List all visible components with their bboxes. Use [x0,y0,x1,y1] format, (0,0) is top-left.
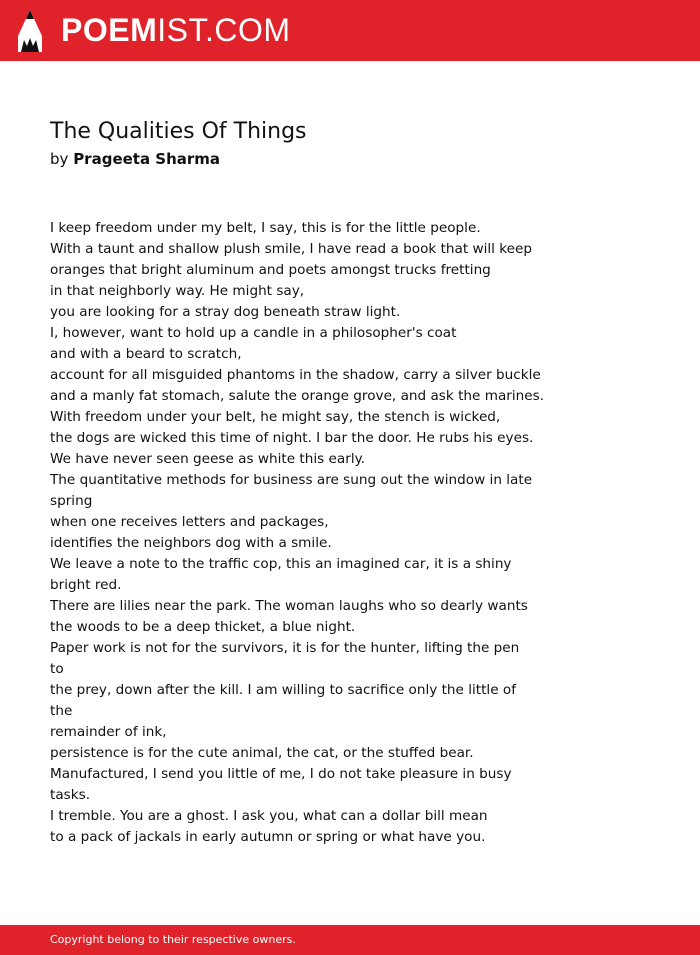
pencil-tip-logo-icon[interactable] [18,10,42,52]
site-logo-text[interactable] [61,12,291,48]
poem-line: We have never seen geese as white this early. [50,451,366,467]
poem-line: the dogs are wicked this time of night. I bar the door. He rubs his eyes. [50,430,534,446]
poem-body [50,218,550,848]
footer-bar [0,925,700,955]
poem-line: Paper work is not for the survivors, it is for the hunter, lifting the pen [50,640,520,656]
poem-line: Manufactured, I send you little of me, I do not take pleasure in busy [50,766,512,782]
poem-line: in that neighborly way. He might say, [50,283,305,299]
poem-line: With freedom under your belt, he might say, the stench is wicked, [50,409,501,425]
brand-bold-text: POEM [61,12,158,48]
poem-line: I tremble. You are a ghost. I ask you, what can a dollar bill mean [50,808,488,824]
poem-line: and with a beard to scratch, [50,346,242,362]
poem-line: spring [50,493,93,509]
poem-line: and a manly fat stomach, salute the orange grove, and ask the marines. [50,388,545,404]
poem-line: We leave a note to the traffic cop, this an imagined car, it is a shiny [50,556,512,572]
poem-line: The quantitative methods for business are sung out the window in late [50,472,533,488]
poem-line: With a taunt and shallow plush smile, I have read a book that will keep [50,241,533,257]
poem-line: to a pack of jackals in early autumn or spring or what have you. [50,829,486,845]
author-name: Prageeta Sharma [73,150,221,168]
poem-line: There are lilies near the park. The woman laughs who so dearly wants [50,598,528,614]
poem-line: remainder of ink, [50,724,167,740]
poem-line: persistence is for the cute animal, the cat, or the stuffed bear. [50,745,474,761]
poem-line: I keep freedom under my belt, I say, this is for the little people. [50,220,481,236]
poem-line: I, however, want to hold up a candle in a philosopher's coat [50,325,457,341]
header-bar [0,0,700,61]
poem-line: the woods to be a deep thicket, a blue night. [50,619,356,635]
poem-title: The Qualities Of Things [50,119,307,144]
copyright-notice: Copyright belong to their respective owners. [50,933,296,946]
by-label: by [50,150,69,168]
byline [50,148,220,170]
poem-line: tasks. [50,787,91,803]
poem-line: the prey, down after the kill. I am willing to sacrifice only the little of [50,682,516,698]
poem-line: account for all misguided phantoms in the shadow, carry a silver buckle [50,367,541,383]
poem-line: to [50,661,64,677]
poem-line: the [50,703,73,719]
poem-line: oranges that bright aluminum and poets amongst trucks fretting [50,262,491,278]
poem-line: when one receives letters and packages, [50,514,329,530]
poem-line: identifies the neighbors dog with a smile. [50,535,332,551]
poem-line: you are looking for a stray dog beneath straw light. [50,304,401,320]
brand-light-text: IST.COM [157,12,291,48]
poem-line: bright red. [50,577,122,593]
